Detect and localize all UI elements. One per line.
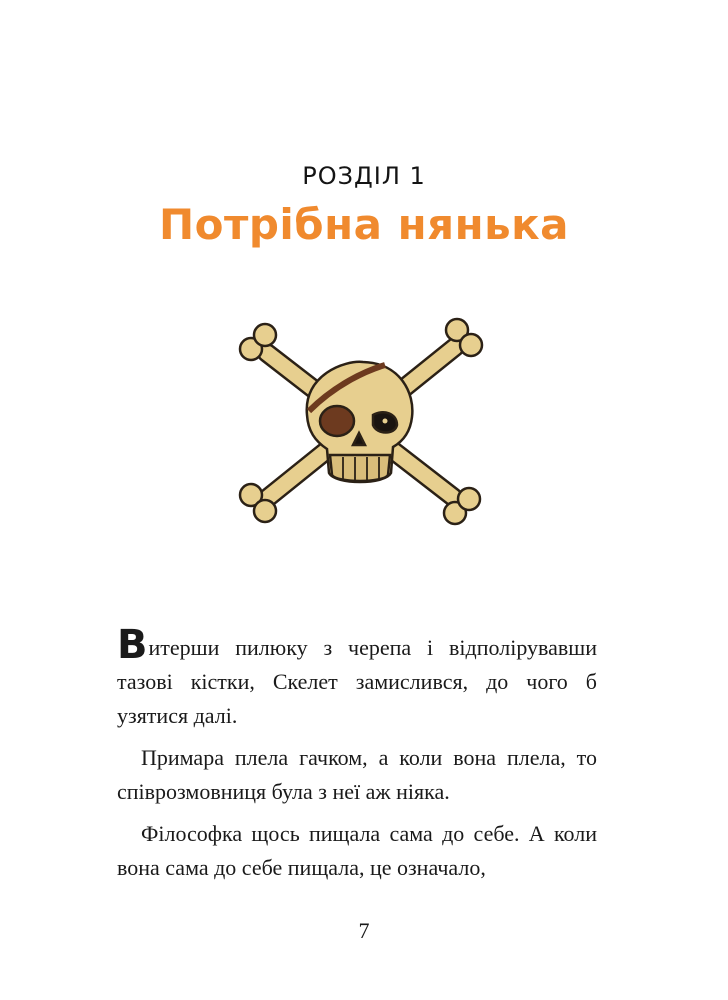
drop-cap: В [117,622,148,668]
page-number: 7 [358,918,370,943]
paragraph-1-text: итерши пилюку з черепа і відполірувавши тазові кістки, Скелет замислився, до чого б узятися далі. [117,635,597,728]
paragraph-3: Філософка щось пищала сама до себе. А коли вона сама до себе пищала, це означало, [117,821,597,880]
chapter-body [117,622,597,885]
paragraph-2: Примара плела гачком, а коли вона плела, то співрозмовниця була з неї аж ніяка. [117,745,597,804]
chapter-label: РОЗДІЛ 1 [302,162,426,190]
paragraph-1 [117,622,597,733]
chapter-title: Потрібна нянька [158,200,570,249]
skull-crossbones-icon [235,315,485,530]
